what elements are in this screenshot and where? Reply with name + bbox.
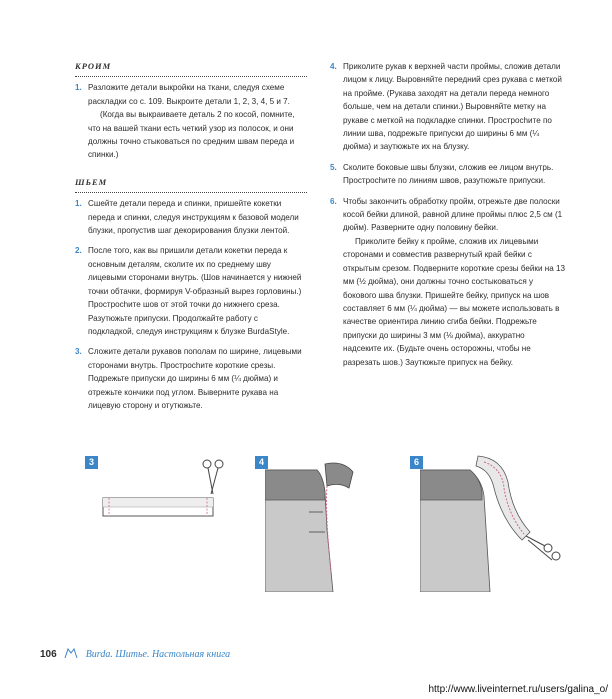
step-text: Чтобы закончить обработку пройм, отрежьте две полоски косой бейки длиной, равной длине проймы плюс 2,5 см (1 дюйм). Разверните одну половину бейки. bbox=[343, 196, 563, 233]
left-column bbox=[75, 60, 305, 412]
sew-step-5 bbox=[330, 161, 565, 188]
step-number: 1. bbox=[75, 199, 82, 209]
step-number: 5. bbox=[330, 162, 337, 172]
burda-logo-icon bbox=[63, 647, 79, 659]
step-text-continued: Приколите бейку к пройме, сложив их лицевыми сторонами и совместив развернутый край бейки с открытым срезом. Подверните короткие срезы бейки на 13 мм (½ дюйма), они должны точно состыковаться у бокового шва блузки. Пришейте бейку, припуск на шов составляет 6 мм (¼ дюйма) — вы можете использовать в качестве ориентира линию сгиба бейки. Подрежьте припуски до ширины 3 мм (⅛ дюйма), аккуратно надсеките их. (Будьте очень осторожны, чтобы не разрезать шов.) Заутюжьте припуск на бейку. bbox=[343, 236, 565, 367]
step-number: 6. bbox=[330, 196, 337, 206]
book-title: Burda. Шитье. Настольная книга bbox=[85, 649, 231, 660]
figure-3-sleeve-illustration bbox=[95, 452, 245, 532]
section-title-sew: ШЬЕМ bbox=[75, 176, 305, 193]
step-number: 2. bbox=[75, 246, 82, 256]
figure-4-sleeve-attach-illustration bbox=[265, 452, 405, 592]
figures-row bbox=[85, 452, 585, 592]
cut-step-1 bbox=[75, 81, 305, 161]
figure-4-badge: 4 bbox=[255, 456, 268, 469]
sew-step-1 bbox=[75, 197, 305, 237]
step-number: 1. bbox=[75, 83, 82, 93]
page-number: 106 bbox=[40, 649, 57, 660]
step-text: Сложите детали рукавов пополам по ширине, лицевыми сторонами внутрь. Простроchите короткие срезы. Подрежьте припуски до ширины 6 мм (¼ дюйма) и отрежьте кончики под углом. Выверните рукава на лицевую сторону и отутюжьте. bbox=[88, 347, 302, 410]
step-number: 4. bbox=[330, 62, 337, 71]
step-note: (Когда вы выкраиваете деталь 2 по косой, помните, что на вашей ткани есть четкий узор из полосок, и они должны точно стыковаться по средним швам переда и спинки.) bbox=[88, 110, 295, 160]
scissors-icon bbox=[203, 460, 223, 494]
sew-step-3 bbox=[75, 345, 305, 412]
figure-6-armhole-binding-illustration bbox=[420, 452, 585, 592]
step-text: После того, как вы пришили детали кокетки переда к основным деталям, сколите их по среднему шву лицевыми сторонами внутрь. (Шов начинается у нижней точки обтачки, формируя V-образный вырез горловины.) Простроchите шов от этой точки до нижнего среза. Разутюжьте припуски. Продолжайте работу с подкладкой, следуя инструкциям к блузке BurdaStyle. bbox=[88, 246, 302, 336]
figure-3-badge: 3 bbox=[85, 456, 98, 469]
sew-step-2 bbox=[75, 244, 305, 338]
step-text: Приколите рукав к верхней части проймы, сложив детали лицом к лицу. Выровняйте передний срез рукава с меткой на пройме. (Рукава заходят на детали переда немного больше, чем на детали спинки.) Выровняйте метку на рукаве с меткой на подкладке спинки. Простроchите по линии шва, подрежьте припуски до ширины 6 мм (¼ дюйма) и заутюжьте их на блузку. bbox=[343, 62, 562, 152]
watermark-url: http://www.liveinternet.ru/users/galina_o/ bbox=[428, 684, 608, 695]
step-number: 3. bbox=[75, 347, 82, 357]
sew-step-4 bbox=[330, 60, 565, 154]
section-title-cut: КРОИМ bbox=[75, 60, 305, 77]
step-text: Сшейте детали переда и спинки, пришейте кокетки переда и спинки, следуя инструкциям к базовой модели блузки, пропустив шаг декорирования блузки лентой. bbox=[88, 199, 299, 236]
scissors-icon bbox=[526, 536, 560, 560]
step-text: Разложите детали выкройки на ткани, следуя схеме раскладки со с. 109. Выкроите детали 1, 2, 3, 4, 5 и 7. bbox=[88, 83, 290, 106]
page-footer bbox=[40, 647, 230, 660]
step-text: Сколите боковые швы блузки, сложив ее лицом внутрь. Простроchите по линиям швов, разутюжьте припуски. bbox=[343, 162, 554, 186]
right-column bbox=[330, 60, 565, 369]
sew-step-6 bbox=[330, 195, 565, 369]
figure-6-badge: 6 bbox=[410, 456, 423, 469]
